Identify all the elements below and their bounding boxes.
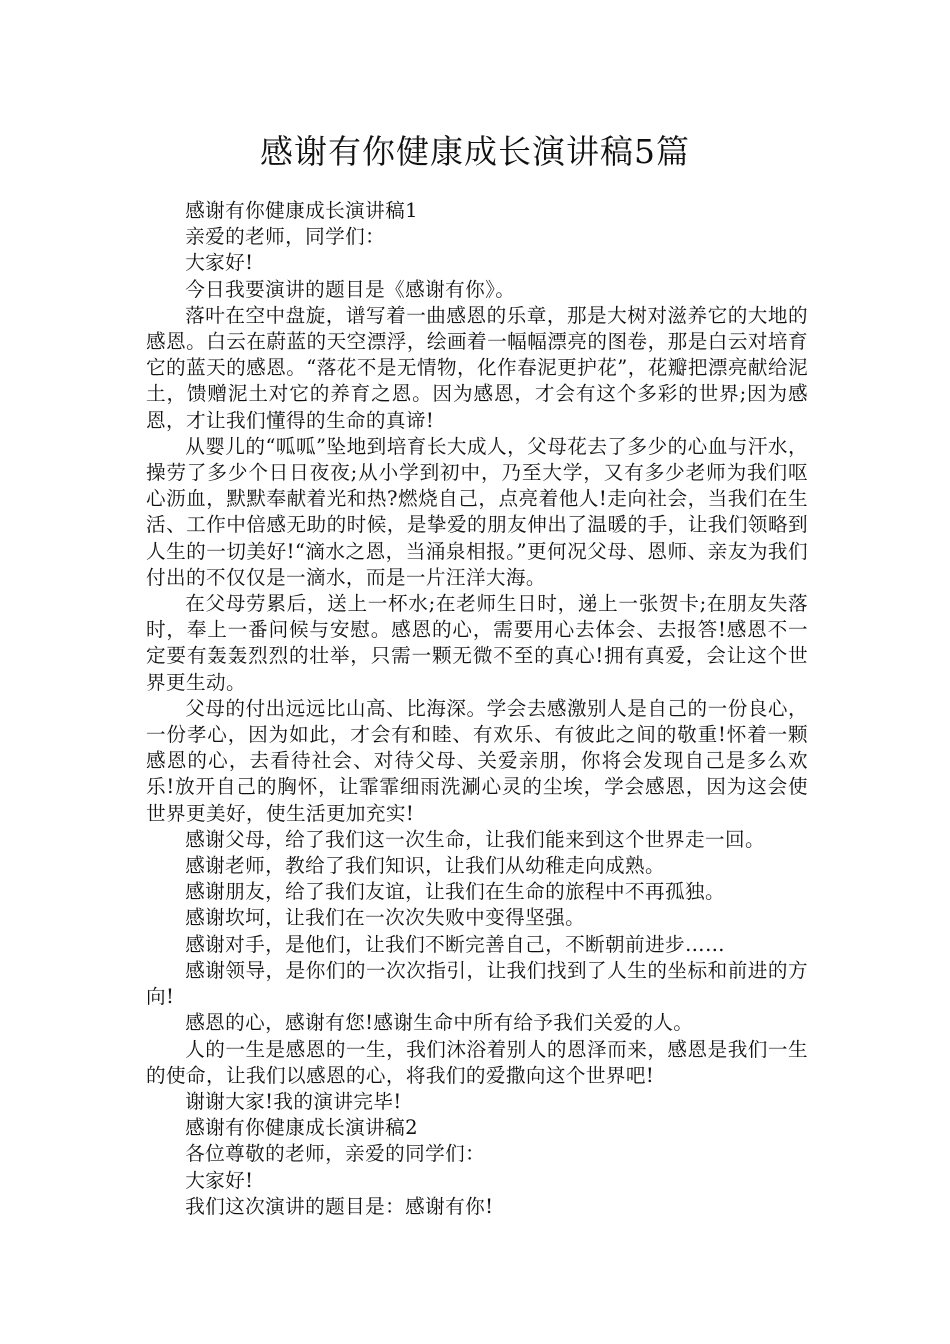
topic-line: 我们这次演讲的题目是：感谢有你! — [185, 1194, 494, 1218]
greeting: 大家好! — [185, 1168, 254, 1192]
salutation: 亲爱的老师，同学们： — [185, 225, 386, 249]
salutation: 各位尊敬的老师，亲爱的同学们： — [185, 1142, 486, 1166]
body-paragraph: 感恩的心，感谢有您!感谢生命中所有给予我们关爱的人。 — [185, 1011, 694, 1035]
closing-line: 谢谢大家!我的演讲完毕! — [185, 1089, 402, 1113]
body-paragraph: 从婴儿的“呱呱”坠地到培育长大成人，父母花去了多少的心血与汗水，操劳了多少个日日夜夜;从小学到初中，乃至大学，又有多少老师为我们呕心沥血，默默奉献着光和热?燃烧自己，点亮着他人!走向社会，当我们在生活、工作中倍感无助的时候，是挚爱的朋友伸出了温暖的手，让我们领略到人生的一切美好!“滴水之恩，当涌泉相报。”更何况父母、恩师、亲友为我们付出的不仅仅是一滴水，而是一片汪洋大海。 — [146, 434, 808, 589]
document-body — [146, 198, 808, 1220]
body-paragraph: 父母的付出远远比山高、比海深。学会去感激别人是自己的一份良心，一份孝心，因为如此，才会有和睦、有欢乐、有彼此之间的敬重!怀着一颗感恩的心，去看待社会、对待父母、关爱亲朋，你将会发现自己是多么欢乐!放开自己的胸怀，让霏霏细雨洗涮心灵的尘埃，学会感恩，因为这会使世界更美好，使生活更加充实! — [146, 696, 808, 825]
greeting: 大家好! — [185, 251, 254, 275]
body-paragraph: 感谢朋友，给了我们友谊，让我们在生命的旅程中不再孤独。 — [185, 880, 726, 904]
body-paragraph: 落叶在空中盘旋，谱写着一曲感恩的乐章，那是大树对滋养它的大地的感恩。白云在蔚蓝的天空漂浮，绘画着一幅幅漂亮的图卷，那是白云对培育它的蓝天的感恩。“落花不是无情物，化作春泥更护花”，花瓣把漂亮献给泥土，馈赠泥土对它的养育之恩。因为感恩，才会有这个多彩的世界;因为感恩，才让我们懂得的生命的真谛! — [146, 303, 808, 432]
speech-1-heading: 感谢有你健康成长演讲稿1 — [185, 199, 418, 222]
body-paragraph: 人的一生是感恩的一生，我们沐浴着别人的恩泽而来，感恩是我们一生的使命，让我们以感恩的心，将我们的爱撒向这个世界吧! — [146, 1037, 808, 1087]
document-title: 感谢有你健康成长演讲稿5篇 — [260, 132, 690, 171]
body-paragraph: 感谢领导，是你们的一次次指引，让我们找到了人生的坐标和前进的方向! — [146, 958, 808, 1009]
body-paragraph: 感谢对手，是他们，让我们不断完善自己，不断朝前进步…… — [185, 932, 726, 956]
topic-line: 今日我要演讲的题目是《感谢有你》。 — [185, 277, 516, 301]
body-paragraph: 感谢父母，给了我们这一次生命，让我们能来到这个世界走一回。 — [185, 827, 766, 851]
speech-2-heading: 感谢有你健康成长演讲稿2 — [185, 1116, 418, 1140]
body-paragraph: 感谢坎坷，让我们在一次次失败中变得坚强。 — [185, 906, 586, 930]
body-paragraph: 在父母劳累后，送上一杯水;在老师生日时，递上一张贺卡;在朋友失落时，奉上一番问候与安慰。感恩的心，需要用心去体会、去报答!感恩不一定要有轰轰烈烈的壮举，只需一颗无微不至的真心!拥有真爱，会让这个世界更生动。 — [146, 592, 808, 694]
body-paragraph: 感谢老师，教给了我们知识，让我们从幼稚走向成熟。 — [185, 854, 666, 878]
